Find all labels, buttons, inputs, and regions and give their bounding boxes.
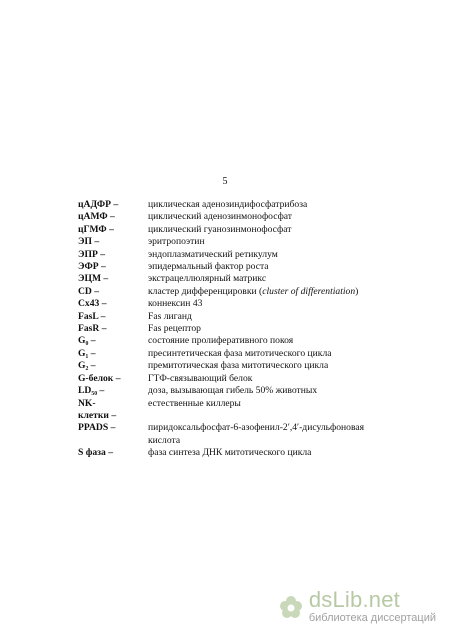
abbreviation-term: G-белок – — [78, 372, 121, 384]
watermark-brand: dsLib.net — [308, 587, 400, 612]
abbreviation-definition: экстрацеллюлярный матрикс — [148, 273, 267, 285]
abbreviation-term: цАМФ – — [78, 211, 115, 223]
watermark-subtitle: библиотека диссертаций — [308, 612, 436, 624]
abbreviation-row — [78, 373, 378, 385]
abbreviation-term: G₁ – — [78, 347, 96, 359]
abbreviation-term: Cx43 – — [78, 298, 107, 310]
definition-text-end: ) — [355, 285, 359, 297]
abbreviation-row — [78, 323, 378, 335]
abbreviation-term: цГМФ – — [78, 223, 114, 235]
abbreviation-row — [78, 360, 378, 372]
abbreviation-term: цАДФР – — [78, 199, 119, 210]
abbreviation-row — [78, 199, 378, 211]
abbreviation-definition: фаза синтеза ДНК митотического цикла — [148, 447, 312, 459]
abbreviation-term: G₀ – — [78, 335, 96, 347]
abbreviation-definition: эндоплазматический ретикулум — [148, 248, 278, 260]
abbreviation-definition: циклический гуанозинмонофосфат — [148, 223, 292, 235]
abbreviation-row — [78, 211, 378, 223]
abbreviation-list — [78, 199, 378, 460]
abbreviation-row — [78, 273, 378, 285]
definition-text: кластер дифференцировки ( — [148, 285, 263, 297]
abbreviation-row — [78, 335, 378, 347]
abbreviation-row — [78, 398, 378, 423]
abbreviation-term: NK- клетки – — [78, 397, 117, 421]
watermark-text — [309, 589, 436, 624]
flower-icon — [277, 593, 305, 621]
abbreviation-row — [78, 286, 378, 298]
abbreviation-definition: пиридоксальфосфат-6-азофенил-2′,4′-дисульфоновая кислота — [148, 422, 365, 446]
abbreviation-row — [78, 385, 378, 397]
abbreviation-term: S фаза – — [78, 447, 114, 459]
abbreviation-term: FasL – — [78, 310, 106, 322]
page-number: 5 — [222, 176, 228, 187]
abbreviation-row — [78, 447, 378, 459]
abbreviation-term: PPADS – — [78, 422, 116, 434]
abbreviation-row — [78, 236, 378, 248]
abbreviation-row — [78, 261, 378, 273]
abbreviation-row — [78, 311, 378, 323]
abbreviation-term: ЭПР – — [78, 248, 106, 260]
abbreviation-term: CD – — [78, 285, 100, 297]
definition-italic-text: cluster of differentiation — [262, 285, 356, 297]
abbreviation-term: ЭФР – — [78, 261, 106, 273]
abbreviation-row — [78, 422, 378, 447]
abbreviation-term: ЭП – — [78, 236, 100, 248]
abbreviation-definition: премитотическая фаза митотического цикла — [148, 360, 329, 372]
abbreviation-term: FasR – — [78, 323, 107, 335]
watermark[interactable] — [277, 589, 436, 624]
abbreviation-row — [78, 249, 378, 261]
abbreviation-term: ЭЦМ – — [78, 273, 109, 285]
abbreviation-row — [78, 224, 378, 236]
abbreviation-definition: циклический аденозинмонофосфат — [148, 211, 292, 223]
abbreviation-definition: доза, вызывающая гибель 50% животных — [148, 385, 318, 397]
abbreviation-definition: циклическая аденозиндифосфатрибоза — [148, 199, 308, 210]
abbreviation-definition — [148, 286, 378, 298]
abbreviation-definition: эритропоэтин — [148, 236, 205, 248]
abbreviation-definition: Fas лиганд — [148, 310, 192, 322]
abbreviation-definition: естественные киллеры — [148, 397, 241, 409]
abbreviation-definition: состояние пролиферативного покоя — [148, 335, 294, 347]
abbreviation-definition: эпидермальный фактор роста — [148, 261, 269, 273]
abbreviation-definition: Fas рецептор — [148, 323, 201, 335]
abbreviation-row — [78, 298, 378, 310]
abbreviation-definition: ГТФ-связывающий белок — [148, 372, 253, 384]
abbreviation-term: LD₅₀ – — [78, 385, 105, 397]
abbreviation-row — [78, 348, 378, 360]
abbreviation-term: G₂ – — [78, 360, 96, 372]
abbreviation-definition: коннексин 43 — [148, 298, 203, 310]
abbreviation-definition: пресинтетическая фаза митотического цикла — [148, 347, 332, 359]
